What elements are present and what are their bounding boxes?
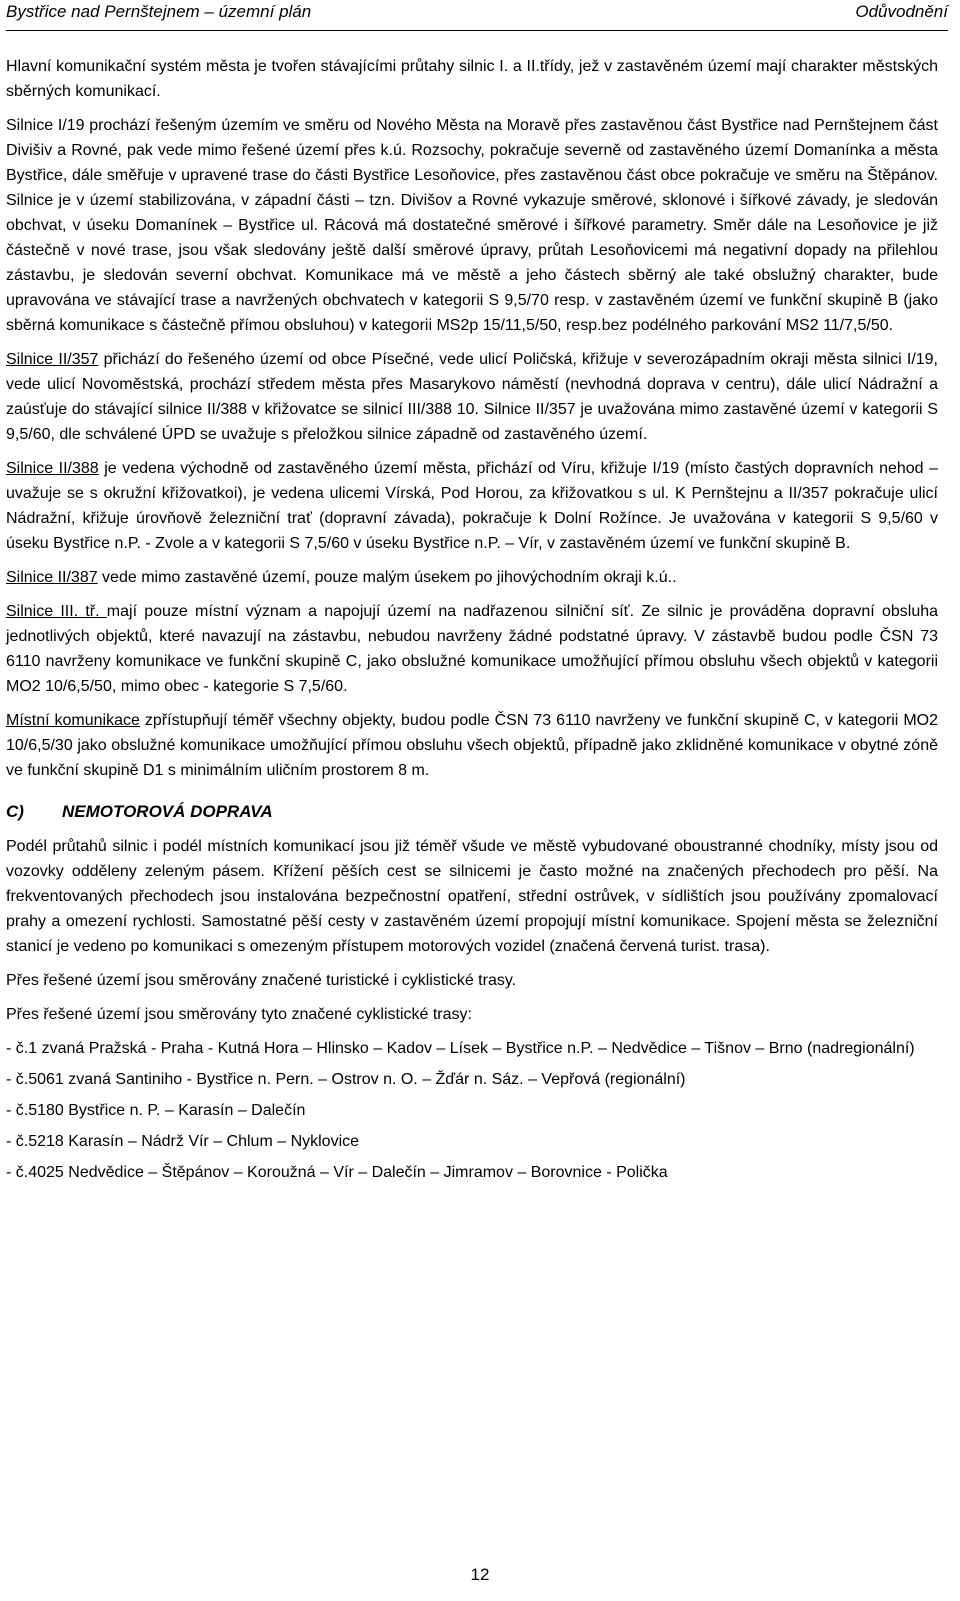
cycle-route-list [6, 1036, 938, 1185]
page-header [6, 0, 948, 31]
section-heading [6, 799, 938, 824]
cycle-intro-paragraph: Přes řešené území jsou směrovány tyto značené cyklistické trasy: [6, 1006, 472, 1023]
list-item: - č.4025 Nedvědice – Štěpánov – Koroužná – Vír – Dalečín – Jimramov – Borovnice - Polička [6, 1164, 668, 1181]
road-ii387-paragraph [6, 565, 938, 590]
road-ii357-paragraph [6, 347, 938, 447]
list-item: - č.5180 Bystřice n. P. – Karasín – Dalečín [6, 1102, 306, 1119]
road-ii388-paragraph [6, 456, 938, 556]
road-ii388-text: je vedena východně od zastavěného území města, přichází od Víru, křižuje I/19 (místo častých dopravních nehod – uvažuje se s okružní křižovatkoi), je vedena ulicemi Vírská, Pod Horou, za křižovatkou s ul. K Pernštejnu a II/357 pokračuje ulicí Nádražní, křižuje úrovňově železniční trať (dopravní závada), pokračuje k Dolní Rožínce. Je uvažována v kategorii S 9,5/60 v úseku Bystřice n.P. - Zvole a v kategorii S 7,5/60 v úseku Bystřice n.P. – Vír, v zastavěném území ve funkční skupině B. [6, 460, 939, 552]
road-iii-text: mají pouze místní význam a napojují území na nadřazenou silniční síť. Ze silnic je prováděna dopravní obsluha jednotlivých objektů, které navazují na zástavbu, nebudou navrženy žádné podstatné úpravy. V zástavbě budou podle ČSN 73 6110 navrženy komunikace ve funkční skupině C, jako obslužné komunikace umožňující přímou obsluhu všech objektů v kategorii MO2 10/6,5/50, mimo obec - kategorie S 7,5/60. [6, 603, 939, 695]
document-body [6, 54, 938, 1191]
road-ii357-text: přichází do řešeného území od obce Písečné, vede ulicí Poličská, křižuje v severozápadním okraji města silnici I/19, vede ulicí Novoměstská, prochází středem města přes Masarykovo náměstí (nevhodná doprava v centru), dále ulicí Nádražní a zaúsťuje do stávající silnice II/388 v křižovatce se silnicí III/388 10. Silnice II/357 je uvažována mimo zastavěné území v kategorii S 9,5/60, dle schválené ÚPD se uvažuje s přeložkou silnice západně od zastavěného území. [6, 351, 938, 443]
tourist-paragraph: Přes řešené území jsou směrovány značené turistické i cyklistické trasy. [6, 972, 517, 989]
local-roads-paragraph [6, 708, 938, 783]
section-letter: C) [6, 802, 24, 821]
section-title: NEMOTOROVÁ DOPRAVA [62, 802, 273, 821]
road-ii357-label: Silnice II/357 [6, 351, 99, 368]
road-ii388-label: Silnice II/388 [6, 460, 99, 477]
list-item: - č.1 zvaná Pražská - Praha - Kutná Hora – Hlinsko – Kadov – Lísek – Bystřice n.P. – Nedvědice – Tišnov – Brno (nadregionální) [6, 1040, 915, 1057]
road-iii-label: Silnice III. tř. [6, 603, 107, 620]
road-i19-paragraph: Silnice I/19 prochází řešeným územím ve směru od Nového Města na Moravě přes zastavěnou část Bystřice nad Pernštejnem část Divišiv a Rovné, pak vede mimo řešené území přes k.ú. Rozsochy, pokračuje severně od zastavěného území Domanínka a města Bystřice, dále směřuje v upravené trase do části Bystřice Lesoňovice, přes zastavěnou část obce pokračuje ve směru na Štěpánov. Silnice je v území stabilizována, v západní části – tzn. Divišov a Rovné vykazuje směrové, sklonové i šířkové závady, je sledován obchvat, v úseku Domanínek – Bystřice ul. Rácová má dostatečné směrové i šířkové parametry. Směr dále na Lesoňovice je již částečně v nové trase, jsou však sledovány ještě další směrové úpravy, průtah Lesoňovicemi má negativní dopady na přilehlou zástavbu, je sledován severní obchvat. Komunikace má ve městě a jeho částech sběrný ale také obslužný charakter, bude upravována ve stávající trase a navržených obchvatech v kategorii S 9,5/70 resp. v zastavěném území ve funkční skupině B (jako sběrná komunikace s částečně přímou obsluhou) v kategorii MS2p 15/11,5/50, resp.bez podélného parkování MS2 11/7,5/50. [6, 117, 938, 334]
road-iii-paragraph [6, 599, 938, 699]
road-ii387-label: Silnice II/387 [6, 569, 98, 586]
list-item: - č.5061 zvaná Santiniho - Bystřice n. Pern. – Ostrov n. O. – Žďár n. Sáz. – Vepřová (regionální) [6, 1071, 686, 1088]
header-section: Odůvodnění [855, 2, 948, 21]
pedestrian-paragraph: Podél průtahů silnic i podél místních komunikací jsou již téměř všude ve městě vybudované oboustranné chodníky, místy jsou od vozovky odděleny zeleným pásem. Křížení pěších cest se silnicemi je často možné na značených přechodech pro pěší. Na frekventovaných přechodech jsou instalována bezpečnostní opatření, střední ostrůvek, v sídlištích jsou používány zpomalovací prahy a omezení rychlosti. Samostatné pěší cesty v zastavěném území propojují místní komunikace. Spojení města se železniční stanicí je vedeno po komunikaci s omezeným přístupem motorových vozidel (značená červená turist. trasa). [6, 838, 938, 955]
road-ii387-text: vede mimo zastavěné území, pouze malým úsekem po jihovýchodním okraji k.ú.. [97, 569, 677, 586]
page-number: 12 [470, 1565, 490, 1584]
local-roads-label: Místní komunikace [6, 712, 140, 729]
header-title: Bystřice nad Pernštejnem – územní plán [6, 2, 312, 21]
local-roads-text: zpřístupňují téměř všechny objekty, budou podle ČSN 73 6110 navrženy ve funkční skupině C, v kategorii MO2 10/6,5/30 jako obslužné komunikace umožňující přímou obsluhu všech objektů, případně jako zklidněné komunikace v obytné zóně ve funkční skupině D1 s minimálním uličním prostorem 8 m. [6, 712, 939, 779]
list-item: - č.5218 Karasín – Nádrž Vír – Chlum – Nyklovice [6, 1133, 360, 1150]
intro-paragraph: Hlavní komunikační systém města je tvořen stávajícími průtahy silnic I. a II.třídy, jež v zastavěném území mají charakter městských sběrných komunikací. [6, 58, 938, 100]
